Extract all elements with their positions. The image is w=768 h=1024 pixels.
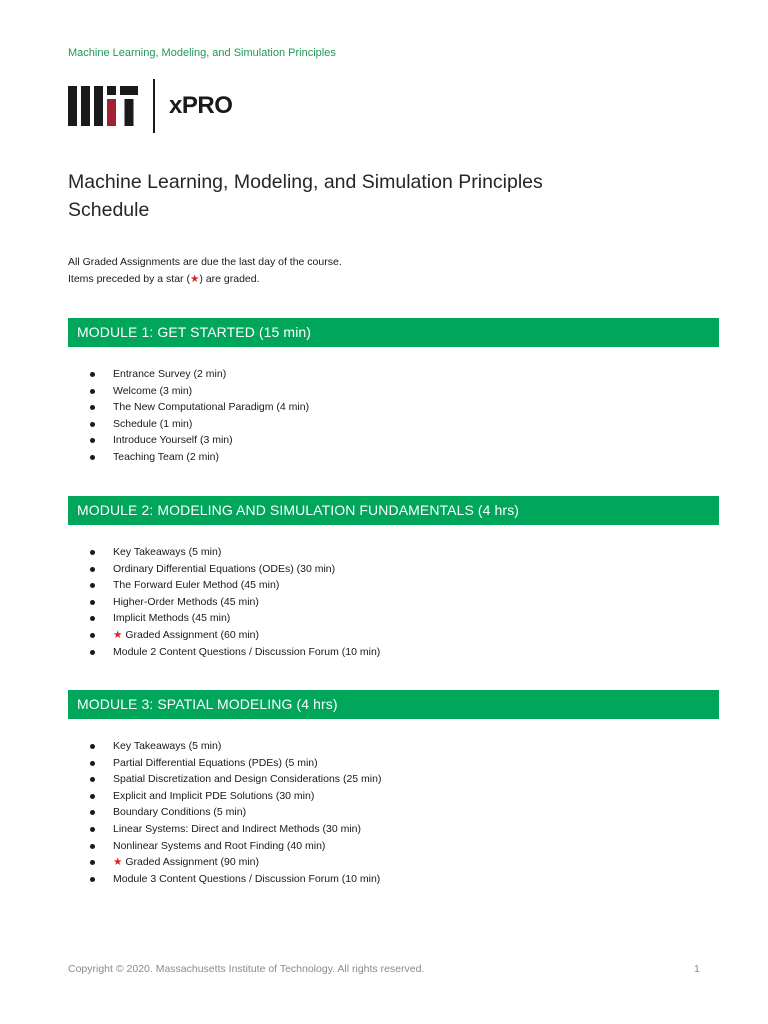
list-item: Schedule (1 min) xyxy=(68,416,719,433)
star-icon: ★ xyxy=(113,628,123,641)
module-1-heading: MODULE 1: GET STARTED (15 min) xyxy=(68,318,719,347)
module-3-section xyxy=(68,690,719,887)
list-item: Module 3 Content Questions / Discussion Forum (10 min) xyxy=(68,871,719,888)
list-item: Higher-Order Methods (45 min) xyxy=(68,594,719,611)
xpro-wordmark: xPRO xyxy=(169,92,233,119)
title-line-2: Schedule xyxy=(68,199,150,221)
list-item: Module 2 Content Questions / Discussion Forum (10 min) xyxy=(68,644,719,661)
list-item: Key Takeaways (5 min) xyxy=(68,738,719,755)
intro-line-2: Items preceded by a star (★) are graded. xyxy=(68,273,260,285)
list-item: Implicit Methods (45 min) xyxy=(68,610,719,627)
logo-divider xyxy=(153,79,155,133)
document-title xyxy=(68,168,543,224)
list-item: Welcome (3 min) xyxy=(68,383,719,400)
module-1-list xyxy=(68,366,719,466)
list-item: Spatial Discretization and Design Considerations (25 min) xyxy=(68,771,719,788)
list-item: Ordinary Differential Equations (ODEs) (30 min) xyxy=(68,561,719,578)
title-line-1: Machine Learning, Modeling, and Simulation Principles xyxy=(68,171,543,193)
module-3-list xyxy=(68,738,719,887)
page-number: 1 xyxy=(694,963,700,975)
module-2-list xyxy=(68,544,719,660)
module-2-heading: MODULE 2: MODELING AND SIMULATION FUNDAMENTALS (4 hrs) xyxy=(68,496,719,525)
list-item: Boundary Conditions (5 min) xyxy=(68,804,719,821)
list-item: Introduce Yourself (3 min) xyxy=(68,432,719,449)
list-item: ★ Graded Assignment (60 min) xyxy=(68,627,719,644)
star-icon: ★ xyxy=(113,856,123,869)
intro-text xyxy=(68,254,342,288)
list-item: Entrance Survey (2 min) xyxy=(68,366,719,383)
running-header: Machine Learning, Modeling, and Simulation Principles xyxy=(68,47,336,59)
list-item: The New Computational Paradigm (4 min) xyxy=(68,399,719,416)
list-item: Key Takeaways (5 min) xyxy=(68,544,719,561)
list-item: Teaching Team (2 min) xyxy=(68,449,719,466)
star-icon: ★ xyxy=(189,273,200,285)
list-item: Partial Differential Equations (PDEs) (5 min) xyxy=(68,755,719,772)
list-item: ★ Graded Assignment (90 min) xyxy=(68,854,719,871)
module-2-section xyxy=(68,496,719,660)
footer-copyright: Copyright © 2020. Massachusetts Institute of Technology. All rights reserved. xyxy=(68,963,425,975)
mit-xpro-logo xyxy=(68,78,232,134)
mit-logo-icon xyxy=(68,86,138,126)
list-item: The Forward Euler Method (45 min) xyxy=(68,577,719,594)
list-item: Explicit and Implicit PDE Solutions (30 min) xyxy=(68,788,719,805)
list-item: Linear Systems: Direct and Indirect Methods (30 min) xyxy=(68,821,719,838)
list-item: Nonlinear Systems and Root Finding (40 min) xyxy=(68,838,719,855)
module-1-section xyxy=(68,318,719,466)
module-3-heading: MODULE 3: SPATIAL MODELING (4 hrs) xyxy=(68,690,719,719)
intro-line-1: All Graded Assignments are due the last day of the course. xyxy=(68,256,342,268)
